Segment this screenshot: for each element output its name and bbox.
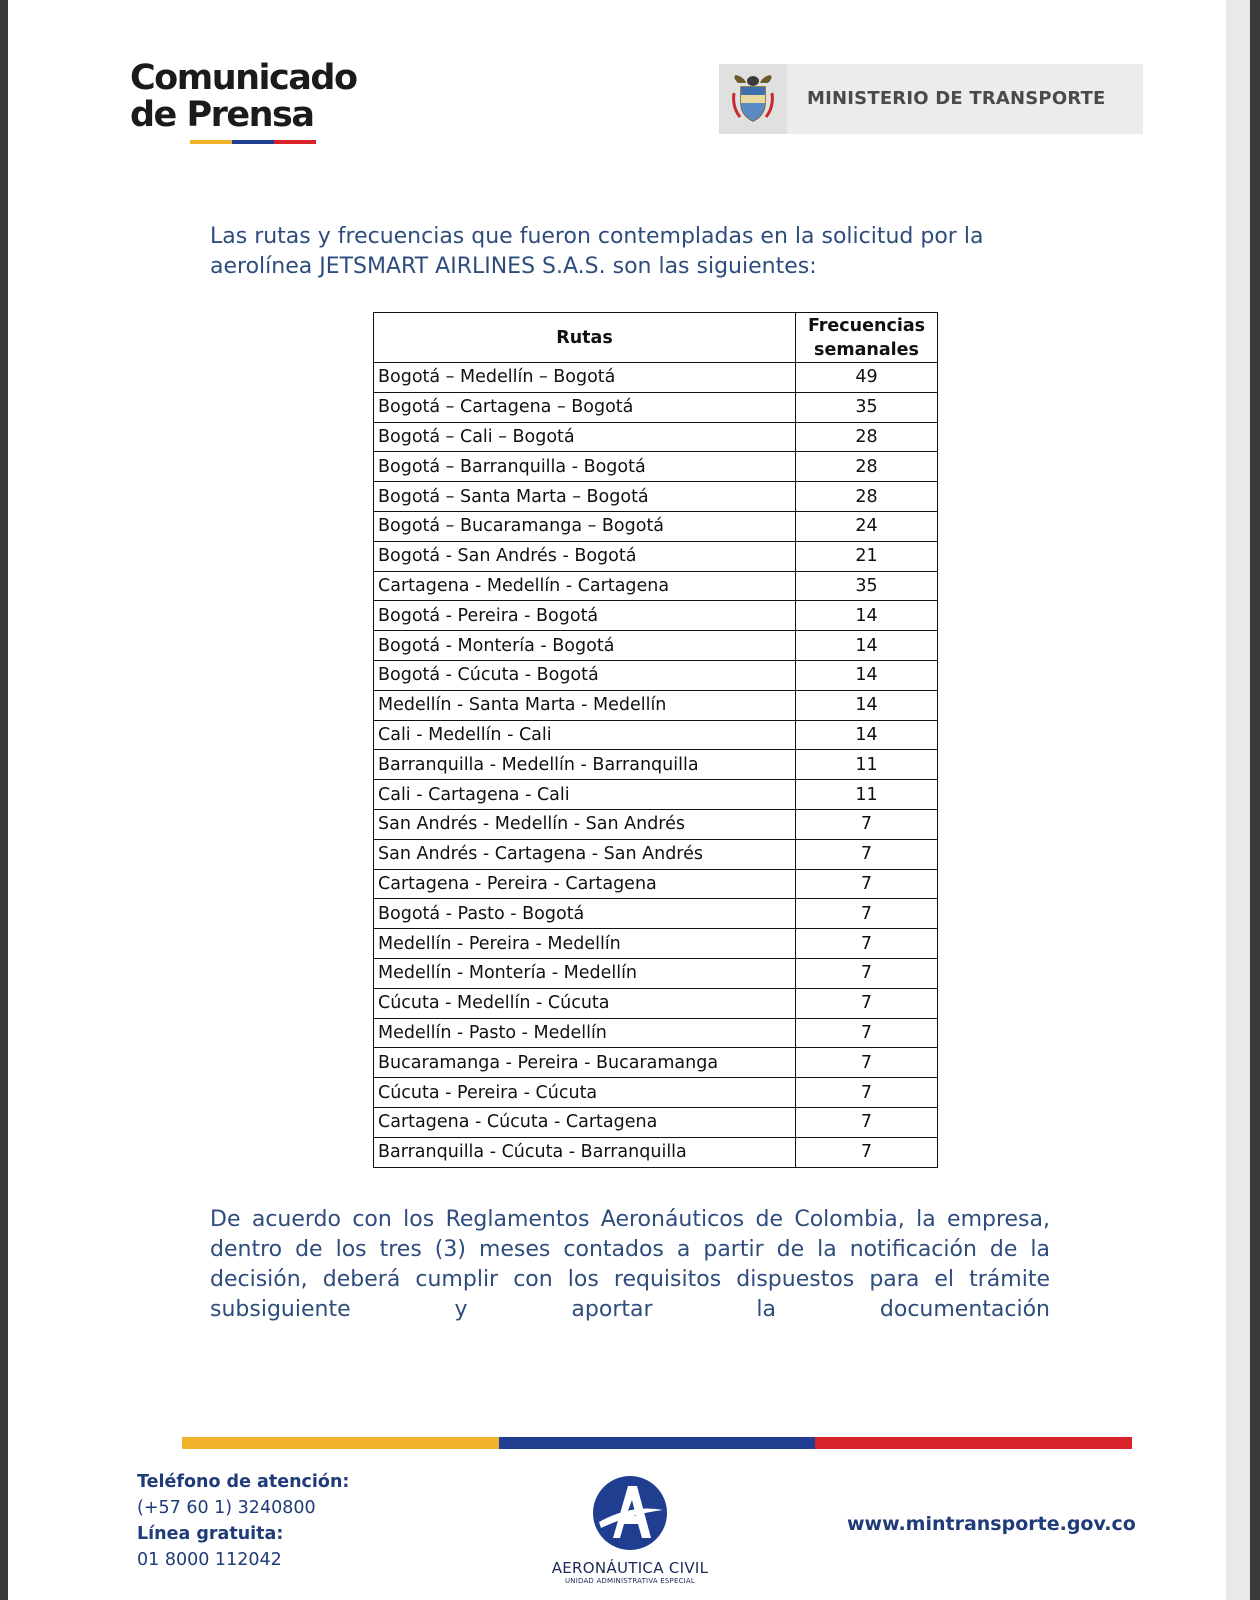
flag-red bbox=[815, 1437, 1132, 1449]
table-row bbox=[374, 690, 938, 720]
page-edge-left bbox=[0, 0, 8, 1600]
frequency-cell: 21 bbox=[796, 541, 938, 571]
frequency-cell: 14 bbox=[796, 690, 938, 720]
route-cell: Cali - Cartagena - Cali bbox=[374, 780, 796, 810]
frequency-cell: 7 bbox=[796, 1107, 938, 1137]
route-cell: Barranquilla - Medellín - Barranquilla bbox=[374, 750, 796, 780]
table-row bbox=[374, 541, 938, 571]
frequency-cell: 24 bbox=[796, 511, 938, 541]
phone-number: (+57 60 1) 3240800 bbox=[137, 1498, 316, 1518]
frequency-cell: 7 bbox=[796, 988, 938, 1018]
frequency-cell: 7 bbox=[796, 899, 938, 929]
table-row bbox=[374, 839, 938, 869]
route-cell: Bogotá - Montería - Bogotá bbox=[374, 631, 796, 661]
table-row bbox=[374, 601, 938, 631]
table-row bbox=[374, 392, 938, 422]
underline-red bbox=[274, 140, 316, 144]
frequency-cell: 11 bbox=[796, 780, 938, 810]
table-row bbox=[374, 750, 938, 780]
frequency-cell: 7 bbox=[796, 958, 938, 988]
table-row bbox=[374, 720, 938, 750]
table-row bbox=[374, 422, 938, 452]
route-cell: Medellín - Pasto - Medellín bbox=[374, 1018, 796, 1048]
table-row bbox=[374, 988, 938, 1018]
ministry-header bbox=[719, 64, 1143, 134]
frequency-cell: 11 bbox=[796, 750, 938, 780]
frequency-cell: 7 bbox=[796, 1018, 938, 1048]
route-cell: Bogotá – Barranquilla - Bogotá bbox=[374, 452, 796, 482]
route-cell: Bogotá - Pereira - Bogotá bbox=[374, 601, 796, 631]
table-row bbox=[374, 1137, 938, 1167]
table-row bbox=[374, 1078, 938, 1108]
table-row bbox=[374, 780, 938, 810]
intro-paragraph: Las rutas y frecuencias que fueron contempladas en la solicitud por la aerolínea JETSMART AIRLINES S.A.S. son las siguientes: bbox=[210, 224, 984, 279]
frequency-cell: 28 bbox=[796, 482, 938, 512]
frequency-cell: 28 bbox=[796, 422, 938, 452]
contact-info bbox=[137, 1469, 349, 1573]
route-cell: Bogotá – Cartagena – Bogotá bbox=[374, 392, 796, 422]
frequency-cell: 7 bbox=[796, 1048, 938, 1078]
routes-table-body bbox=[374, 363, 938, 1168]
route-cell: Medellín - Pereira - Medellín bbox=[374, 929, 796, 959]
route-cell: Medellín - Montería - Medellín bbox=[374, 958, 796, 988]
ministry-name: MINISTERIO DE TRANSPORTE bbox=[807, 88, 1106, 109]
aerocivil-logo bbox=[550, 1474, 710, 1594]
table-row bbox=[374, 929, 938, 959]
underline-blue bbox=[232, 140, 274, 144]
frequency-cell: 14 bbox=[796, 660, 938, 690]
route-cell: Bogotá – Bucaramanga – Bogotá bbox=[374, 511, 796, 541]
page-edge-shadow bbox=[1226, 0, 1250, 1600]
table-row bbox=[374, 363, 938, 393]
frequency-cell: 35 bbox=[796, 571, 938, 601]
closing-paragraph: De acuerdo con los Reglamentos Aeronáuticos de Colombia, la empresa, dentro de los tres (3) meses contados a partir de la notificación de la decisión, deberá cumplir con los requisitos dispuestos para el trámite subsiguiente y aportar la documentación bbox=[210, 1207, 1050, 1322]
routes-table bbox=[373, 312, 938, 1168]
aerocivil-emblem-icon bbox=[591, 1474, 669, 1552]
underline-yellow bbox=[190, 140, 232, 144]
table-row bbox=[374, 809, 938, 839]
press-release-title bbox=[130, 60, 357, 134]
table-row bbox=[374, 1018, 938, 1048]
table-row bbox=[374, 869, 938, 899]
frequency-cell: 7 bbox=[796, 869, 938, 899]
table-row bbox=[374, 1107, 938, 1137]
route-cell: Cartagena - Pereira - Cartagena bbox=[374, 869, 796, 899]
logo-name: AERONÁUTICA CIVIL bbox=[551, 1559, 709, 1577]
route-cell: Cali - Medellín - Cali bbox=[374, 720, 796, 750]
frequency-cell: 14 bbox=[796, 601, 938, 631]
flag-divider bbox=[182, 1437, 1132, 1449]
table-row bbox=[374, 482, 938, 512]
page-edge-right bbox=[1250, 0, 1260, 1600]
phone-label: Teléfono de atención: bbox=[137, 1472, 350, 1492]
route-cell: San Andrés - Medellín - San Andrés bbox=[374, 809, 796, 839]
table-row bbox=[374, 511, 938, 541]
route-cell: Cartagena - Cúcuta - Cartagena bbox=[374, 1107, 796, 1137]
route-cell: Bogotá - Cúcuta - Bogotá bbox=[374, 660, 796, 690]
table-row bbox=[374, 571, 938, 601]
frequency-cell: 49 bbox=[796, 363, 938, 393]
toll-free-label: Línea gratuita: bbox=[137, 1524, 284, 1544]
route-cell: San Andrés - Cartagena - San Andrés bbox=[374, 839, 796, 869]
brand-underline bbox=[190, 140, 316, 144]
table-row bbox=[374, 899, 938, 929]
title-line-2: de Prensa bbox=[130, 95, 314, 135]
route-cell: Medellín - Santa Marta - Medellín bbox=[374, 690, 796, 720]
flag-yellow bbox=[182, 1437, 499, 1449]
table-row bbox=[374, 958, 938, 988]
frequency-cell: 7 bbox=[796, 839, 938, 869]
header-freq-line1: Frecuencias bbox=[807, 315, 926, 336]
frequency-cell: 7 bbox=[796, 929, 938, 959]
header-frequencies bbox=[796, 313, 938, 363]
route-cell: Bogotá – Medellín – Bogotá bbox=[374, 363, 796, 393]
frequency-cell: 35 bbox=[796, 392, 938, 422]
logo-subtitle: UNIDAD ADMINISTRATIVA ESPECIAL bbox=[564, 1577, 696, 1585]
route-cell: Bogotá – Cali – Bogotá bbox=[374, 422, 796, 452]
table-row bbox=[374, 660, 938, 690]
table-row bbox=[374, 452, 938, 482]
route-cell: Bogotá – Santa Marta – Bogotá bbox=[374, 482, 796, 512]
table-header-row bbox=[374, 313, 938, 363]
header-routes: Rutas bbox=[374, 313, 796, 363]
title-line-1: Comunicado bbox=[130, 58, 357, 98]
header-freq-line2: semanales bbox=[814, 339, 919, 360]
frequency-cell: 7 bbox=[796, 809, 938, 839]
table-row bbox=[374, 631, 938, 661]
frequency-cell: 14 bbox=[796, 720, 938, 750]
route-cell: Bucaramanga - Pereira - Bucaramanga bbox=[374, 1048, 796, 1078]
frequency-cell: 7 bbox=[796, 1137, 938, 1167]
frequency-cell: 28 bbox=[796, 452, 938, 482]
route-cell: Bogotá - Pasto - Bogotá bbox=[374, 899, 796, 929]
frequency-cell: 14 bbox=[796, 631, 938, 661]
route-cell: Cúcuta - Medellín - Cúcuta bbox=[374, 988, 796, 1018]
route-cell: Bogotá - San Andrés - Bogotá bbox=[374, 541, 796, 571]
route-cell: Cartagena - Medellín - Cartagena bbox=[374, 571, 796, 601]
route-cell: Cúcuta - Pereira - Cúcuta bbox=[374, 1078, 796, 1108]
table-row bbox=[374, 1048, 938, 1078]
route-cell: Barranquilla - Cúcuta - Barranquilla bbox=[374, 1137, 796, 1167]
coat-of-arms-icon bbox=[719, 64, 787, 134]
toll-free-number: 01 8000 112042 bbox=[137, 1550, 282, 1570]
website-link[interactable]: www.mintransporte.gov.co bbox=[847, 1513, 1136, 1535]
flag-blue bbox=[499, 1437, 816, 1449]
frequency-cell: 7 bbox=[796, 1078, 938, 1108]
